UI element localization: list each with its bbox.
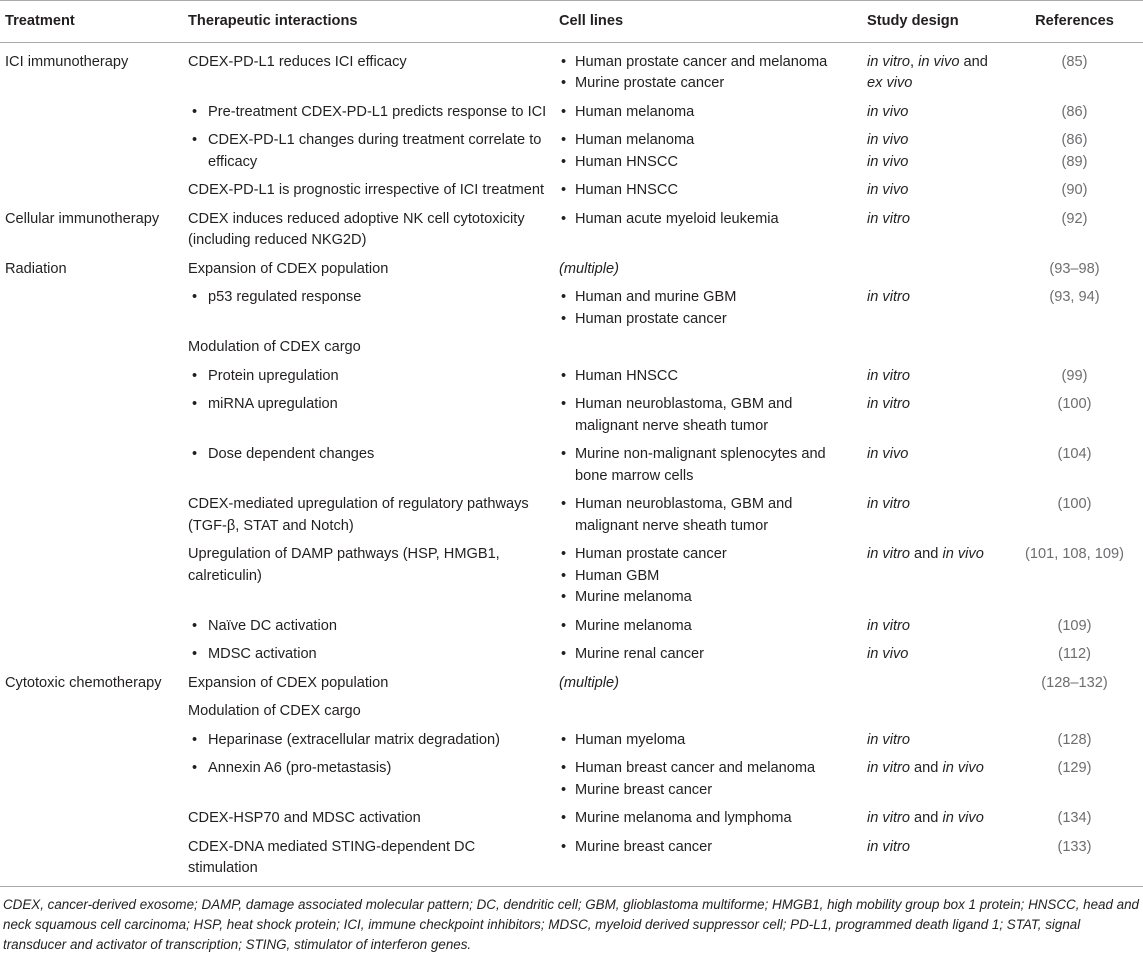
design-in-vivo: in vivo	[942, 760, 984, 776]
cell-lines-cell	[554, 390, 862, 440]
interaction-cell: CDEX-PD-L1 reduces ICI efficacy	[188, 53, 407, 70]
cell-line-item	[559, 494, 856, 537]
bullet-icon: •	[561, 210, 567, 227]
cell-line-text: Human HNSCC	[575, 367, 678, 384]
bullet-icon: •	[561, 153, 567, 170]
references-cell	[1007, 697, 1143, 726]
interaction-cell	[183, 640, 554, 669]
references-cell	[1007, 440, 1143, 490]
reference-link[interactable]: (93, 94)	[1049, 289, 1100, 305]
interaction-text: Pre-treatment CDEX-PD-L1 predicts response to ICI	[208, 103, 547, 120]
table-row	[0, 205, 1143, 255]
interaction-cell: Expansion of CDEX population	[188, 674, 389, 691]
study-design-cell: in vitro	[867, 396, 910, 412]
interaction-cell: Expansion of CDEX population	[188, 260, 389, 277]
reference-link[interactable]: (109)	[1057, 617, 1092, 634]
reference-link[interactable]: (100)	[1057, 396, 1092, 412]
interaction-cell	[183, 283, 554, 333]
study-design-cell	[862, 333, 1007, 362]
table-row	[0, 612, 1143, 641]
cell-line-text: Human prostate cancer	[575, 310, 727, 327]
cell-lines-cell	[554, 726, 862, 755]
table-row	[0, 390, 1143, 440]
references-cell	[1007, 390, 1143, 440]
reference-link[interactable]: (128)	[1057, 731, 1092, 748]
interaction-item	[188, 644, 548, 666]
header-references: References	[1007, 1, 1143, 43]
reference-link[interactable]: (134)	[1057, 810, 1092, 826]
treatment-cell	[0, 283, 183, 333]
cell-lines-cell	[554, 440, 862, 490]
study-design-cell	[862, 669, 1007, 698]
bullet-icon: •	[561, 781, 567, 798]
bullet-icon: •	[192, 617, 198, 634]
table-row	[0, 255, 1143, 284]
references-cell	[1007, 255, 1143, 284]
cell-line-text: Murine non-malignant splenocytes and bone marrow cells	[575, 446, 826, 484]
table-row	[0, 362, 1143, 391]
references-cell	[1007, 754, 1143, 804]
reference-link[interactable]: (93–98)	[1049, 260, 1100, 277]
interaction-item	[188, 394, 548, 416]
treatment-cell	[0, 390, 183, 440]
cell-lines-cell: (multiple)	[559, 260, 620, 277]
cell-line-item	[559, 587, 856, 609]
study-design-cell: in vitro	[867, 731, 910, 748]
cell-line-text: Human neuroblastoma, GBM and malignant nerve sheath tumor	[575, 396, 793, 434]
bullet-icon: •	[192, 289, 198, 305]
cell-lines-cell	[554, 333, 862, 362]
cell-line-text: Human acute myeloid leukemia	[575, 210, 779, 227]
cell-line-item	[559, 730, 856, 752]
interaction-cell	[183, 612, 554, 641]
header-cell-lines: Cell lines	[554, 1, 862, 43]
cell-line-text: Human and murine GBM	[575, 289, 737, 305]
table-row	[0, 754, 1143, 804]
reference-link[interactable]: (104)	[1057, 446, 1092, 462]
study-design-cell: in vitro	[867, 838, 910, 855]
design-separator: ,	[909, 53, 919, 70]
interaction-cell: CDEX-HSP70 and MDSC activation	[188, 810, 421, 826]
design-in-vitro: in vitro	[867, 546, 910, 562]
interaction-text: Naïve DC activation	[208, 617, 337, 634]
cell-line-text: Human breast cancer and melanoma	[575, 760, 816, 776]
treatment-cell	[0, 540, 183, 612]
cell-line-item	[559, 758, 856, 780]
interaction-cell: CDEX-DNA mediated STING-dependent DC stimulation	[188, 838, 476, 876]
cell-lines-cell	[554, 540, 862, 612]
references-cell	[1007, 176, 1143, 205]
references-cell	[1007, 726, 1143, 755]
table-row	[0, 726, 1143, 755]
bullet-icon: •	[561, 589, 567, 605]
bullet-icon: •	[192, 132, 198, 148]
cell-lines-cell	[554, 833, 862, 886]
references-cell	[1007, 42, 1143, 98]
cell-lines-cell	[554, 640, 862, 669]
interaction-cell	[183, 98, 554, 127]
reference-link[interactable]: (86)	[1061, 132, 1088, 148]
bullet-icon: •	[192, 731, 198, 748]
references-cell	[1007, 126, 1143, 176]
table-row	[0, 42, 1143, 98]
interaction-cell	[183, 754, 554, 804]
bullet-icon: •	[561, 75, 567, 91]
interaction-text: Dose dependent changes	[208, 446, 375, 462]
interaction-text: Heparinase (extracellular matrix degradation)	[208, 731, 501, 748]
cell-line-text: Human prostate cancer and melanoma	[575, 53, 828, 70]
cell-line-item	[559, 544, 856, 566]
interaction-item	[188, 758, 548, 780]
interaction-cell: CDEX induces reduced adoptive NK cell cytotoxicity (including reduced NKG2D)	[188, 210, 525, 248]
cell-line-item	[559, 209, 856, 231]
cell-line-text: Murine prostate cancer	[575, 75, 725, 91]
interaction-cell: Upregulation of DAMP pathways (HSP, HMGB1, calreticulin)	[188, 546, 500, 584]
bullet-icon: •	[561, 760, 567, 776]
bullet-icon: •	[561, 567, 567, 584]
interaction-item	[188, 102, 548, 124]
cell-line-text: Human myeloma	[575, 731, 686, 748]
header-treatment: Treatment	[0, 1, 183, 43]
table-footnote: CDEX, cancer-derived exosome; DAMP, damage associated molecular pattern; DC, dendritic cell; GBM, glioblastoma multiforme; HMGB1, high mobility group box 1 protein; HNSCC, head and neck squamous cell carcinoma; HSP, heat shock protein; ICI, immune checkpoint inhibitors; MDSC, myeloid derived suppressor cell; PD-L1, programmed death ligand 1; STAT, signal transducer and activator of transcription; STING, stimulator of interferon genes.	[0, 886, 1143, 955]
treatment-cell	[0, 697, 183, 726]
references-cell	[1007, 669, 1143, 698]
interaction-cell	[183, 390, 554, 440]
bullet-icon: •	[561, 310, 567, 327]
table-row	[0, 440, 1143, 490]
interaction-cell: CDEX-PD-L1 is prognostic irrespective of ICI treatment	[188, 182, 545, 198]
table-row	[0, 640, 1143, 669]
design-in-vivo: in vivo	[942, 546, 984, 562]
references-cell	[1007, 804, 1143, 833]
bullet-icon: •	[192, 646, 198, 662]
study-design-cell: in vivo	[867, 646, 909, 662]
design-in-vitro: in vitro	[867, 760, 910, 776]
references-cell	[1007, 333, 1143, 362]
treatment-cell	[0, 98, 183, 127]
cell-line-item	[559, 309, 856, 331]
cell-line-item	[559, 644, 856, 666]
cell-line-item	[559, 837, 856, 859]
treatment-cell: Cytotoxic chemotherapy	[5, 674, 162, 691]
reference-link[interactable]: (86)	[1061, 103, 1088, 120]
interaction-text: Protein upregulation	[208, 367, 339, 384]
interaction-item	[188, 616, 548, 638]
bullet-icon: •	[561, 182, 567, 198]
interaction-cell	[183, 362, 554, 391]
design-in-vivo: in vivo	[942, 810, 984, 826]
reference-link[interactable]: (128–132)	[1041, 674, 1108, 691]
study-design-cell: in vivo	[867, 182, 909, 198]
design-in-vitro: in vitro	[867, 810, 910, 826]
cell-line-text: Human melanoma	[575, 103, 695, 120]
table-row	[0, 540, 1143, 612]
table-row	[0, 804, 1143, 833]
cell-line-item	[559, 152, 856, 174]
reference-link[interactable]: (92)	[1061, 210, 1088, 227]
bullet-icon: •	[561, 838, 567, 855]
cell-line-item	[559, 130, 856, 152]
cell-lines-cell	[554, 205, 862, 255]
bullet-icon: •	[561, 731, 567, 748]
bullet-icon: •	[561, 132, 567, 148]
table-row	[0, 126, 1143, 176]
reference-link[interactable]: (101, 108, 109)	[1025, 546, 1124, 562]
cell-line-text: Murine melanoma and lymphoma	[575, 810, 792, 826]
treatment-cell	[0, 176, 183, 205]
references-cell	[1007, 98, 1143, 127]
bullet-icon: •	[192, 103, 198, 120]
interaction-text: Annexin A6 (pro-metastasis)	[208, 760, 392, 776]
cell-line-item	[559, 287, 856, 309]
reference-link[interactable]: (100)	[1057, 496, 1092, 512]
treatment-cell	[0, 333, 183, 362]
study-design-cell: in vitro	[867, 617, 910, 634]
bullet-icon: •	[561, 396, 567, 412]
study-design-cell: in vivo	[867, 446, 909, 462]
study-design-cell: in vitro	[867, 367, 910, 384]
treatment-cell	[0, 362, 183, 391]
bullet-icon: •	[192, 760, 198, 776]
cell-line-item	[559, 616, 856, 638]
study-design-cell: in vivo	[867, 103, 909, 120]
treatment-cell	[0, 754, 183, 804]
bullet-icon: •	[561, 53, 567, 70]
cell-lines-cell	[554, 283, 862, 333]
treatment-cell: Radiation	[5, 260, 67, 277]
table-row	[0, 490, 1143, 540]
treatment-cell	[0, 804, 183, 833]
bullet-icon: •	[561, 446, 567, 462]
cell-line-text: Human prostate cancer	[575, 546, 727, 562]
bullet-icon: •	[192, 396, 198, 412]
interaction-item	[188, 366, 548, 388]
header-row	[0, 1, 1143, 43]
treatment-cell	[0, 612, 183, 641]
interaction-item	[188, 130, 548, 173]
references-cell	[1007, 833, 1143, 886]
table-row	[0, 669, 1143, 698]
bullet-icon: •	[561, 810, 567, 826]
references-cell	[1007, 362, 1143, 391]
bullet-icon: •	[561, 646, 567, 662]
treatment-cell: Cellular immunotherapy	[5, 210, 160, 227]
references-cell	[1007, 283, 1143, 333]
bullet-icon: •	[561, 496, 567, 512]
treatment-cell	[0, 726, 183, 755]
table-row	[0, 833, 1143, 886]
bullet-icon: •	[192, 446, 198, 462]
interaction-text: CDEX-PD-L1 changes during treatment correlate to efficacy	[208, 132, 542, 170]
bullet-icon: •	[192, 367, 198, 384]
cell-line-item	[559, 444, 856, 487]
cell-line-item	[559, 808, 856, 830]
study-design-cell	[862, 255, 1007, 284]
table-row	[0, 283, 1143, 333]
bullet-icon: •	[561, 617, 567, 634]
study-design-cell	[862, 804, 1007, 833]
cell-line-item	[559, 73, 856, 95]
table-row	[0, 697, 1143, 726]
reference-link[interactable]: (112)	[1058, 646, 1091, 662]
interaction-item	[188, 444, 548, 466]
interaction-cell: CDEX-mediated upregulation of regulatory pathways (TGF-β, STAT and Notch)	[188, 496, 529, 534]
treatment-cell: ICI immunotherapy	[5, 53, 129, 70]
cell-line-text: Human HNSCC	[575, 182, 678, 198]
table-row	[0, 333, 1143, 362]
interaction-item	[188, 730, 548, 752]
cell-lines-cell	[554, 754, 862, 804]
design-and: and	[909, 760, 943, 776]
references-cell	[1007, 490, 1143, 540]
cell-line-item	[559, 102, 856, 124]
design-ex-vivo: ex vivo	[867, 75, 913, 91]
cell-line-text: Murine melanoma	[575, 589, 692, 605]
cell-line-text: Murine breast cancer	[575, 838, 713, 855]
study-design-cell	[862, 754, 1007, 804]
interaction-text: miRNA upregulation	[208, 396, 338, 412]
reference-link[interactable]: (89)	[1061, 153, 1088, 170]
cell-line-text: Human HNSCC	[575, 153, 678, 170]
cell-line-text: Murine renal cancer	[575, 646, 704, 662]
cell-lines-cell	[554, 612, 862, 641]
study-design-cell	[862, 42, 1007, 98]
interaction-item	[188, 287, 548, 309]
study-design-cell: in vitro	[867, 289, 910, 305]
bullet-icon: •	[561, 546, 567, 562]
reference-link[interactable]: (129)	[1057, 760, 1092, 776]
treatment-cell	[0, 640, 183, 669]
header-interactions: Therapeutic interactions	[183, 1, 554, 43]
reference-link[interactable]: (99)	[1061, 367, 1088, 384]
cell-line-text: Human melanoma	[575, 132, 695, 148]
cell-lines-cell	[554, 362, 862, 391]
cell-line-item	[559, 366, 856, 388]
design-and: and	[909, 546, 943, 562]
cell-lines-cell	[554, 98, 862, 127]
cell-lines-cell	[554, 697, 862, 726]
interaction-text: MDSC activation	[208, 646, 317, 662]
design-and: and	[959, 53, 988, 70]
references-cell	[1007, 640, 1143, 669]
cell-line-text: Murine breast cancer	[575, 781, 713, 798]
interaction-cell	[183, 440, 554, 490]
study-design-cell	[862, 540, 1007, 612]
interaction-cell: Modulation of CDEX cargo	[188, 339, 361, 355]
cell-line-text: Human neuroblastoma, GBM and malignant nerve sheath tumor	[575, 496, 793, 534]
references-cell	[1007, 540, 1143, 612]
study-design-cell: in vitro	[867, 496, 910, 512]
reference-link[interactable]: (90)	[1061, 182, 1088, 198]
cell-line-text: Human GBM	[575, 567, 660, 584]
cell-lines-cell	[554, 490, 862, 540]
cell-lines-cell	[554, 804, 862, 833]
treatment-cell	[0, 440, 183, 490]
references-cell	[1007, 612, 1143, 641]
treatment-cell	[0, 490, 183, 540]
cell-lines-cell	[554, 126, 862, 176]
cell-lines-cell	[554, 176, 862, 205]
design-in-vitro: in vitro	[867, 53, 910, 70]
interaction-cell	[183, 126, 554, 176]
cell-line-item	[559, 52, 856, 74]
treatment-cell	[0, 833, 183, 886]
design-and: and	[909, 810, 943, 826]
bullet-icon: •	[561, 103, 567, 120]
study-design-cell: in vitro	[867, 210, 910, 227]
cell-line-item	[559, 180, 856, 202]
reference-link[interactable]: (133)	[1057, 838, 1092, 855]
bullet-icon: •	[561, 367, 567, 384]
bullet-icon: •	[561, 289, 567, 305]
design-value: in vivo	[867, 153, 909, 170]
treatment-cell	[0, 126, 183, 176]
study-design-cell	[862, 126, 1007, 176]
design-value: in vivo	[867, 132, 909, 148]
cell-line-text: Murine melanoma	[575, 617, 692, 634]
header-study-design: Study design	[862, 1, 1007, 43]
cell-line-item	[559, 394, 856, 437]
table-row	[0, 98, 1143, 127]
interaction-cell	[183, 726, 554, 755]
cell-lines-cell: (multiple)	[559, 674, 620, 691]
cell-line-item	[559, 566, 856, 588]
cell-line-item	[559, 780, 856, 802]
design-in-vivo: in vivo	[918, 53, 960, 70]
study-design-cell	[862, 697, 1007, 726]
interaction-text: p53 regulated response	[208, 289, 362, 305]
reference-link[interactable]: (85)	[1061, 53, 1088, 70]
cell-lines-cell	[554, 42, 862, 98]
references-cell	[1007, 205, 1143, 255]
table-row	[0, 176, 1143, 205]
interaction-cell: Modulation of CDEX cargo	[188, 703, 361, 719]
